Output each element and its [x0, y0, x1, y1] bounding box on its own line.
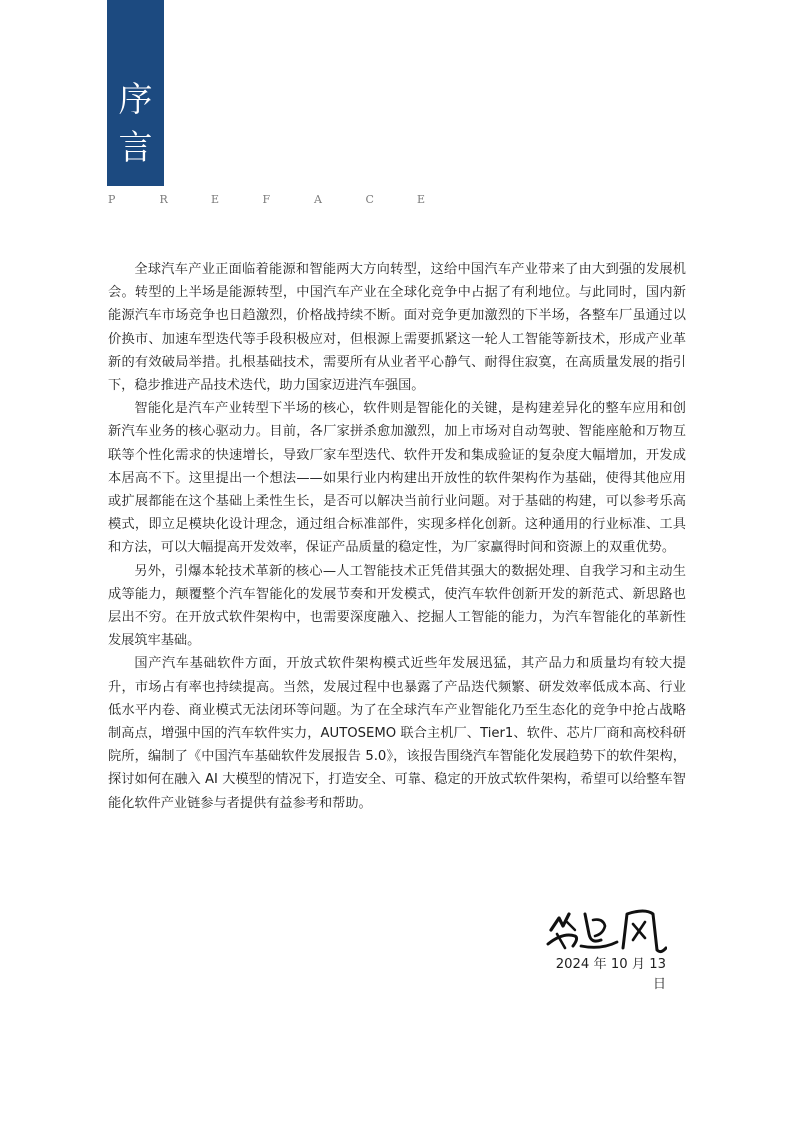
subtitle-letter: R: [159, 193, 168, 206]
paragraph: 全球汽车产业正面临着能源和智能两大方向转型，这给中国汽车产业带来了由大到强的发展机会。转型的上半场是能源转型，中国汽车产业在全球化竞争中占据了有利地位。与此同时，国内新能源汽车市场竞争也日趋激烈，价格战持续不断。面对竞争更加激烈的下半场，各整车厂虽通过以价换市、加速车型迭代等手段积极应对，但根源上需要抓紧这一轮人工智能等新技术，形成产业革新的有效破局举措。扎根基础技术，需要所有从业者平心静气、耐得住寂寞，在高质量发展的指引下，稳步推进产品技术迭代，助力国家迈进汽车强国。: [108, 262, 686, 394]
paragraph: 智能化是汽车产业转型下半场的核心，软件则是智能化的关键，是构建差异化的整车应用和创新汽车业务的核心驱动力。目前，各厂家拼杀愈加激烈，加上市场对自动驾驶、智能座舱和万物互联等个性化需求的快速增长，导致厂家车型迭代、软件开发和集成验证的复杂度大幅增加，开发成本居高不下。这里提出一个想法——如果行业内构建出开放性的软件架构作为基础，使得其他应用或扩展都能在这个基础上柔性生长，是否可以解决当前行业问题。对于基础的构建，可以参考乐高模式，即立足模块化设计理念，通过组合标准部件，实现多样化创新。这种通用的行业标准、工具和方法，可以大幅提高开发效率，保证产品质量的稳定性，为厂家赢得时间和资源上的双重优势。: [108, 401, 686, 556]
subtitle-letter: F: [262, 193, 271, 206]
title-char-2: 言: [118, 128, 153, 168]
signature-date: 2024 年 10 月 13 日: [555, 957, 666, 992]
paragraph: 国产汽车基础软件方面，开放式软件架构模式近些年发展迅猛，其产品力和质量均有较大提升，市场占有率也持续提高。当然，发展过程中也暴露了产品迭代频繁、研发效率低成本高、行业低水平内卷、商业模式无法闭环等问题。为了在全球汽车产业智能化乃至生态化的竞争中抢占战略制高点，增强中国的汽车软件实力，AUTOSEMO 联合主机厂、Tier1、软件、芯片厂商和高校科研院所，编制了《中国汽车基础软件发展报告 5.0》，该报告围绕汽车智能化发展趋势下的软件架构，探讨如何在融入 AI 大模型的情况下，打造安全、可靠、稳定的开放式软件架构，希望可以给整车智能化软件产业链参与者提供有益参考和帮助。: [108, 656, 686, 811]
title-char-1: 序: [118, 80, 153, 120]
preface-body: [108, 258, 686, 815]
subtitle-letter: P: [108, 193, 116, 206]
handwritten-signature: [545, 900, 667, 956]
paragraph: 另外，引爆本轮技术革新的核心—人工智能技术正凭借其强大的数据处理、自我学习和主动生成等能力，颠覆整个汽车智能化的发展节奏和开发模式，使汽车软件创新开发的新范式、新思路也层出不穷。在开放式软件架构中，也需要深度融入、挖掘人工智能的能力，为汽车智能化的革新性发展筑牢基础。: [108, 563, 686, 649]
subtitle-preface: [108, 193, 469, 207]
subtitle-letter: A: [314, 193, 322, 206]
title-block: [107, 0, 164, 186]
subtitle-letter: E: [211, 193, 220, 206]
subtitle-letter: C: [365, 193, 374, 206]
subtitle-letter: E: [417, 193, 426, 206]
